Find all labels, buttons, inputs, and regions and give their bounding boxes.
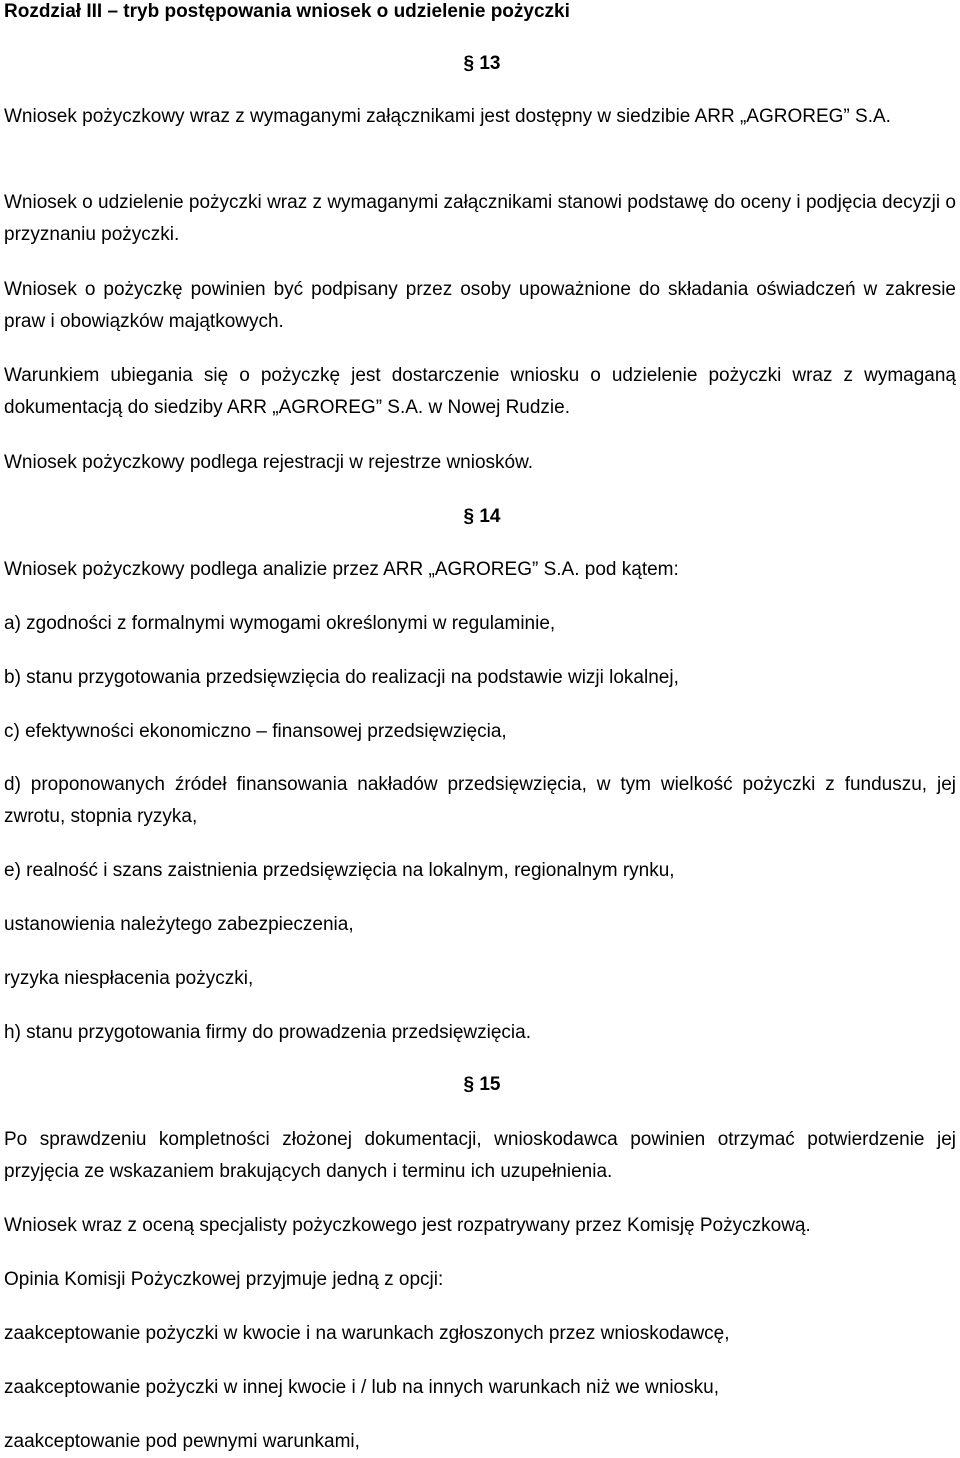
- option-accept-conditional: zaakceptowanie pod pewnymi warunkami,: [4, 1431, 360, 1452]
- section-13-heading: § 13: [463, 53, 501, 74]
- paragraph-14-a: a) zgodności z formalnymi wymogami określonymi w regulaminie,: [4, 613, 556, 634]
- paragraph-14-g: ryzyka niespłacenia pożyczki,: [4, 968, 254, 989]
- paragraph-13-2: Wniosek o udzielenie pożyczki wraz z wymaganymi załącznikami stanowi podstawę do oceny i podjęcia decyzji o przyznaniu pożyczki.: [4, 192, 956, 245]
- paragraph-13-4: Warunkiem ubiegania się o pożyczkę jest dostarczenie wniosku o udzielenie pożyczki wraz z wymaganą dokumentacją do siedziby ARR „AGROREG” S.A. w Nowej Rudzie.: [4, 365, 956, 418]
- section-14-heading: § 14: [463, 506, 501, 527]
- option-accept-as-requested: zaakceptowanie pożyczki w kwocie i na warunkach zgłoszonych przez wnioskodawcę,: [4, 1323, 730, 1344]
- paragraph-14-f: ustanowienia należytego zabezpieczenia,: [4, 914, 354, 935]
- option-accept-modified: zaakceptowanie pożyczki w innej kwocie i / lub na innych warunkach niż we wniosku,: [4, 1377, 719, 1398]
- paragraph-15-2: Wniosek wraz z oceną specjalisty pożyczkowego jest rozpatrywany przez Komisję Pożyczkową.: [4, 1215, 811, 1236]
- paragraph-14-e: e) realność i szans zaistnienia przedsięwzięcia na lokalnym, regionalnym rynku,: [4, 860, 675, 881]
- paragraph-14-h: h) stanu przygotowania firmy do prowadzenia przedsięwzięcia.: [4, 1022, 531, 1043]
- chapter-title: Rozdział III – tryb postępowania wniosek o udzielenie pożyczki: [4, 1, 570, 22]
- paragraph-15-1: Po sprawdzeniu kompletności złożonej dokumentacji, wnioskodawca powinien otrzymać potwierdzenie jej przyjęcia ze wskazaniem brakujących danych i terminu ich uzupełnienia.: [4, 1129, 956, 1182]
- paragraph-14-c: c) efektywności ekonomiczno – finansowej przedsięwzięcia,: [4, 721, 507, 742]
- section-15-heading: § 15: [463, 1074, 501, 1095]
- paragraph-14-d: d) proponowanych źródeł finansowania nakładów przedsięwzięcia, w tym wielkość pożyczki z funduszu, jej zwrotu, stopnia ryzyka,: [4, 774, 956, 827]
- paragraph-14-b: b) stanu przygotowania przedsięwzięcia do realizacji na podstawie wizji lokalnej,: [4, 667, 679, 688]
- paragraph-14-intro: Wniosek pożyczkowy podlega analizie przez ARR „AGROREG” S.A. pod kątem:: [4, 559, 679, 580]
- paragraph-13-3: Wniosek o pożyczkę powinien być podpisany przez osoby upoważnione do składania oświadczeń w zakresie praw i obowiązków majątkowych.: [4, 279, 956, 332]
- paragraph-13-1: Wniosek pożyczkowy wraz z wymaganymi załącznikami jest dostępny w siedzibie ARR „AGROREG” S.A.: [4, 106, 891, 127]
- paragraph-15-3: Opinia Komisji Pożyczkowej przyjmuje jedną z opcji:: [4, 1269, 444, 1290]
- paragraph-13-5: Wniosek pożyczkowy podlega rejestracji w rejestrze wniosków.: [4, 452, 534, 473]
